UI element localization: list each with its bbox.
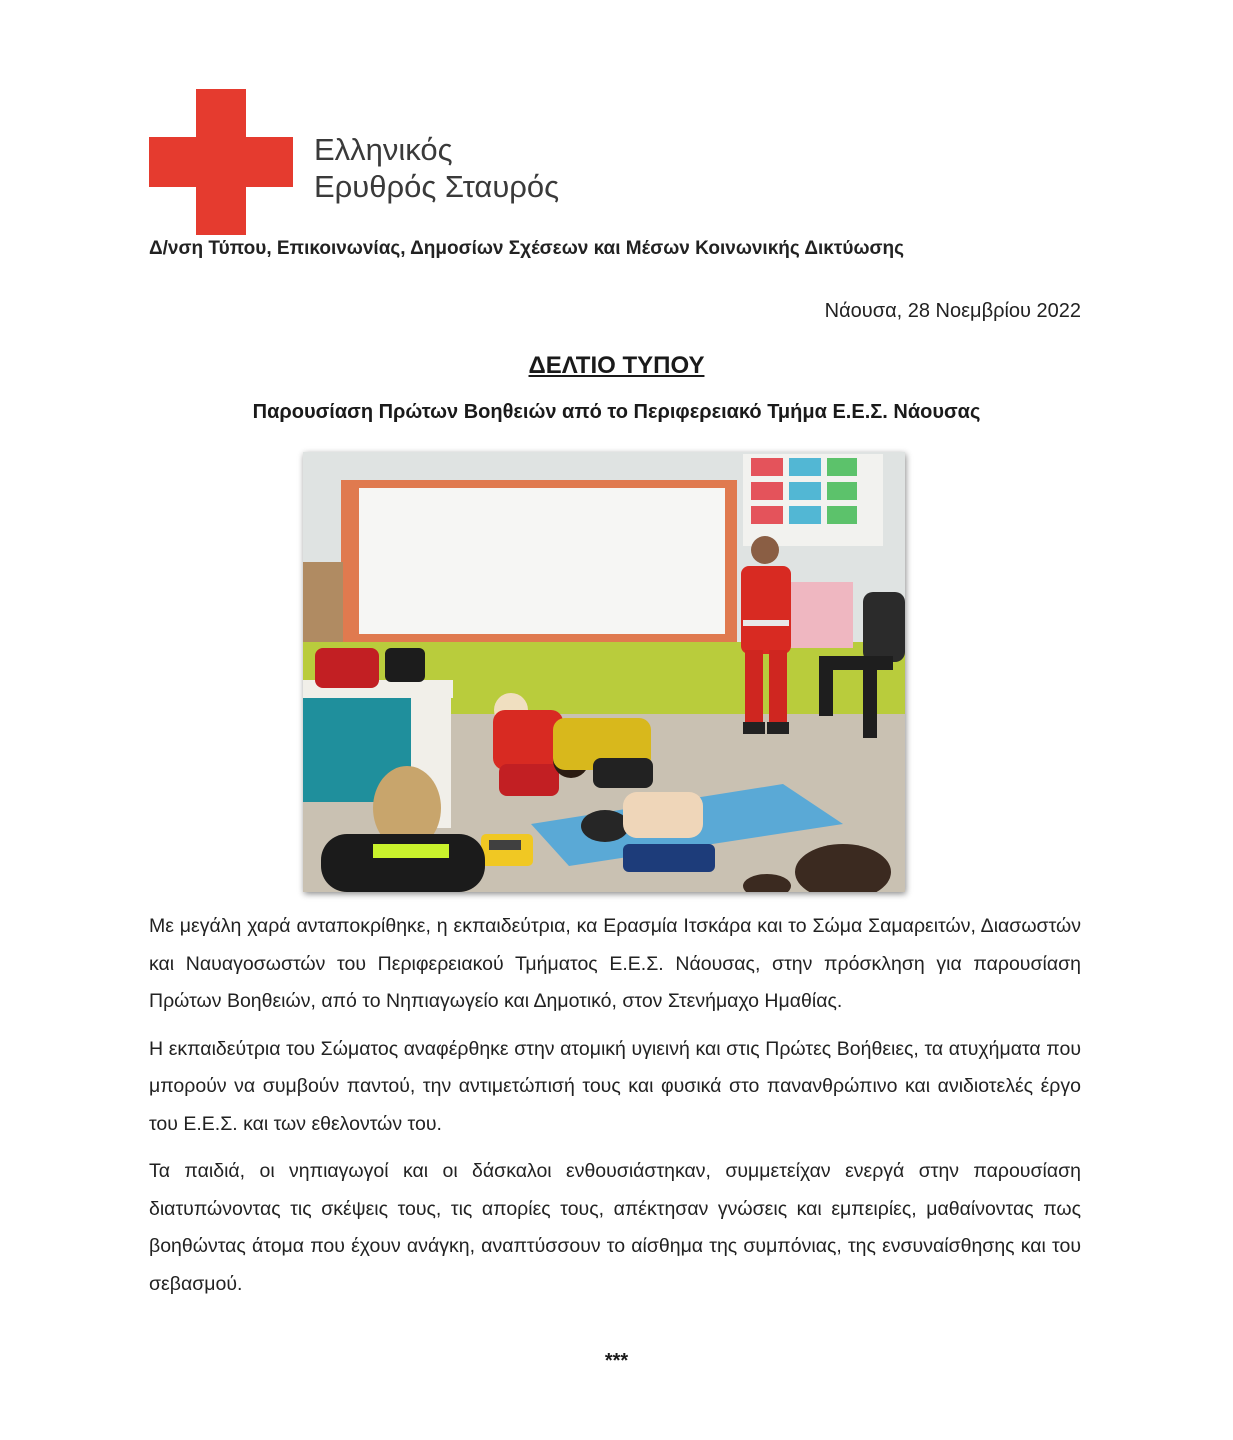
- event-photo: [303, 452, 905, 892]
- paragraph-1: Με μεγάλη χαρά ανταποκρίθηκε, η εκπαιδεύτρια, κα Ερασμία Ιτσκάρα και το Σώμα Σαμαρειτών, Διασωστών και Ναυαγοσωστών του Περιφερειακού Τμήματος Ε.Ε.Σ. Νάουσας, στην πρόσκληση για παρουσίαση Πρώτων Βοηθειών, από το Νηπιαγωγείο και Δημοτικό, στον Στενήμαχο Ημαθίας.: [149, 915, 1081, 1012]
- org-name: [314, 131, 559, 205]
- paragraph-2: Η εκπαιδεύτρια του Σώματος αναφέρθηκε στην ατομική υγιεινή και στις Πρώτες Βοήθειες, τα ατυχήματα που μπορούν να συμβούν παντού, την αντιμετώπισή τους και φυσικά στο πανανθρώπινο και ανιδιοτελές έργο του Ε.Ε.Σ. και των εθελοντών του.: [149, 1037, 1081, 1135]
- document-title: ΔΕΛΤΙΟ ΤΥΠΟΥ: [528, 352, 705, 379]
- red-cross-icon-bar: [149, 137, 293, 187]
- dateline: Νάουσα, 28 Νοεμβρίου 2022: [824, 300, 1081, 322]
- org-name-line2: Ερυθρός Σταυρός: [314, 169, 560, 204]
- body-text: [149, 908, 1081, 1313]
- paragraph-3: Τα παιδιά, οι νηπιαγωγοί και οι δάσκαλοι ενθουσιάστηκαν, συμμετείχαν ενεργά στην παρουσίαση διατυπώνοντας τις σκέψεις τους, τις απορίες τους, απέκτησαν γνώσεις και εμπειρίες, μαθαίνοντας πως βοηθώντας άτομα που έχουν ανάγκη, αναπτύσσουν το αίσθημα της συμπόνιας, της ενσυναίσθησης και του σεβασμού.: [149, 1160, 1081, 1295]
- red-cross-logo: [149, 89, 579, 239]
- classroom-photo-illustration: [303, 452, 905, 892]
- document-subtitle: Παρουσίαση Πρώτων Βοηθειών από το Περιφερειακό Τμήμα Ε.Ε.Σ. Νάουσας: [252, 401, 981, 423]
- closing-stars: ***: [604, 1350, 629, 1372]
- department-name: Δ/νση Τύπου, Επικοινωνίας, Δημοσίων Σχέσεων και Μέσων Κοινωνικής Δικτύωσης: [149, 238, 904, 259]
- org-name-line1: Ελληνικός: [314, 132, 453, 167]
